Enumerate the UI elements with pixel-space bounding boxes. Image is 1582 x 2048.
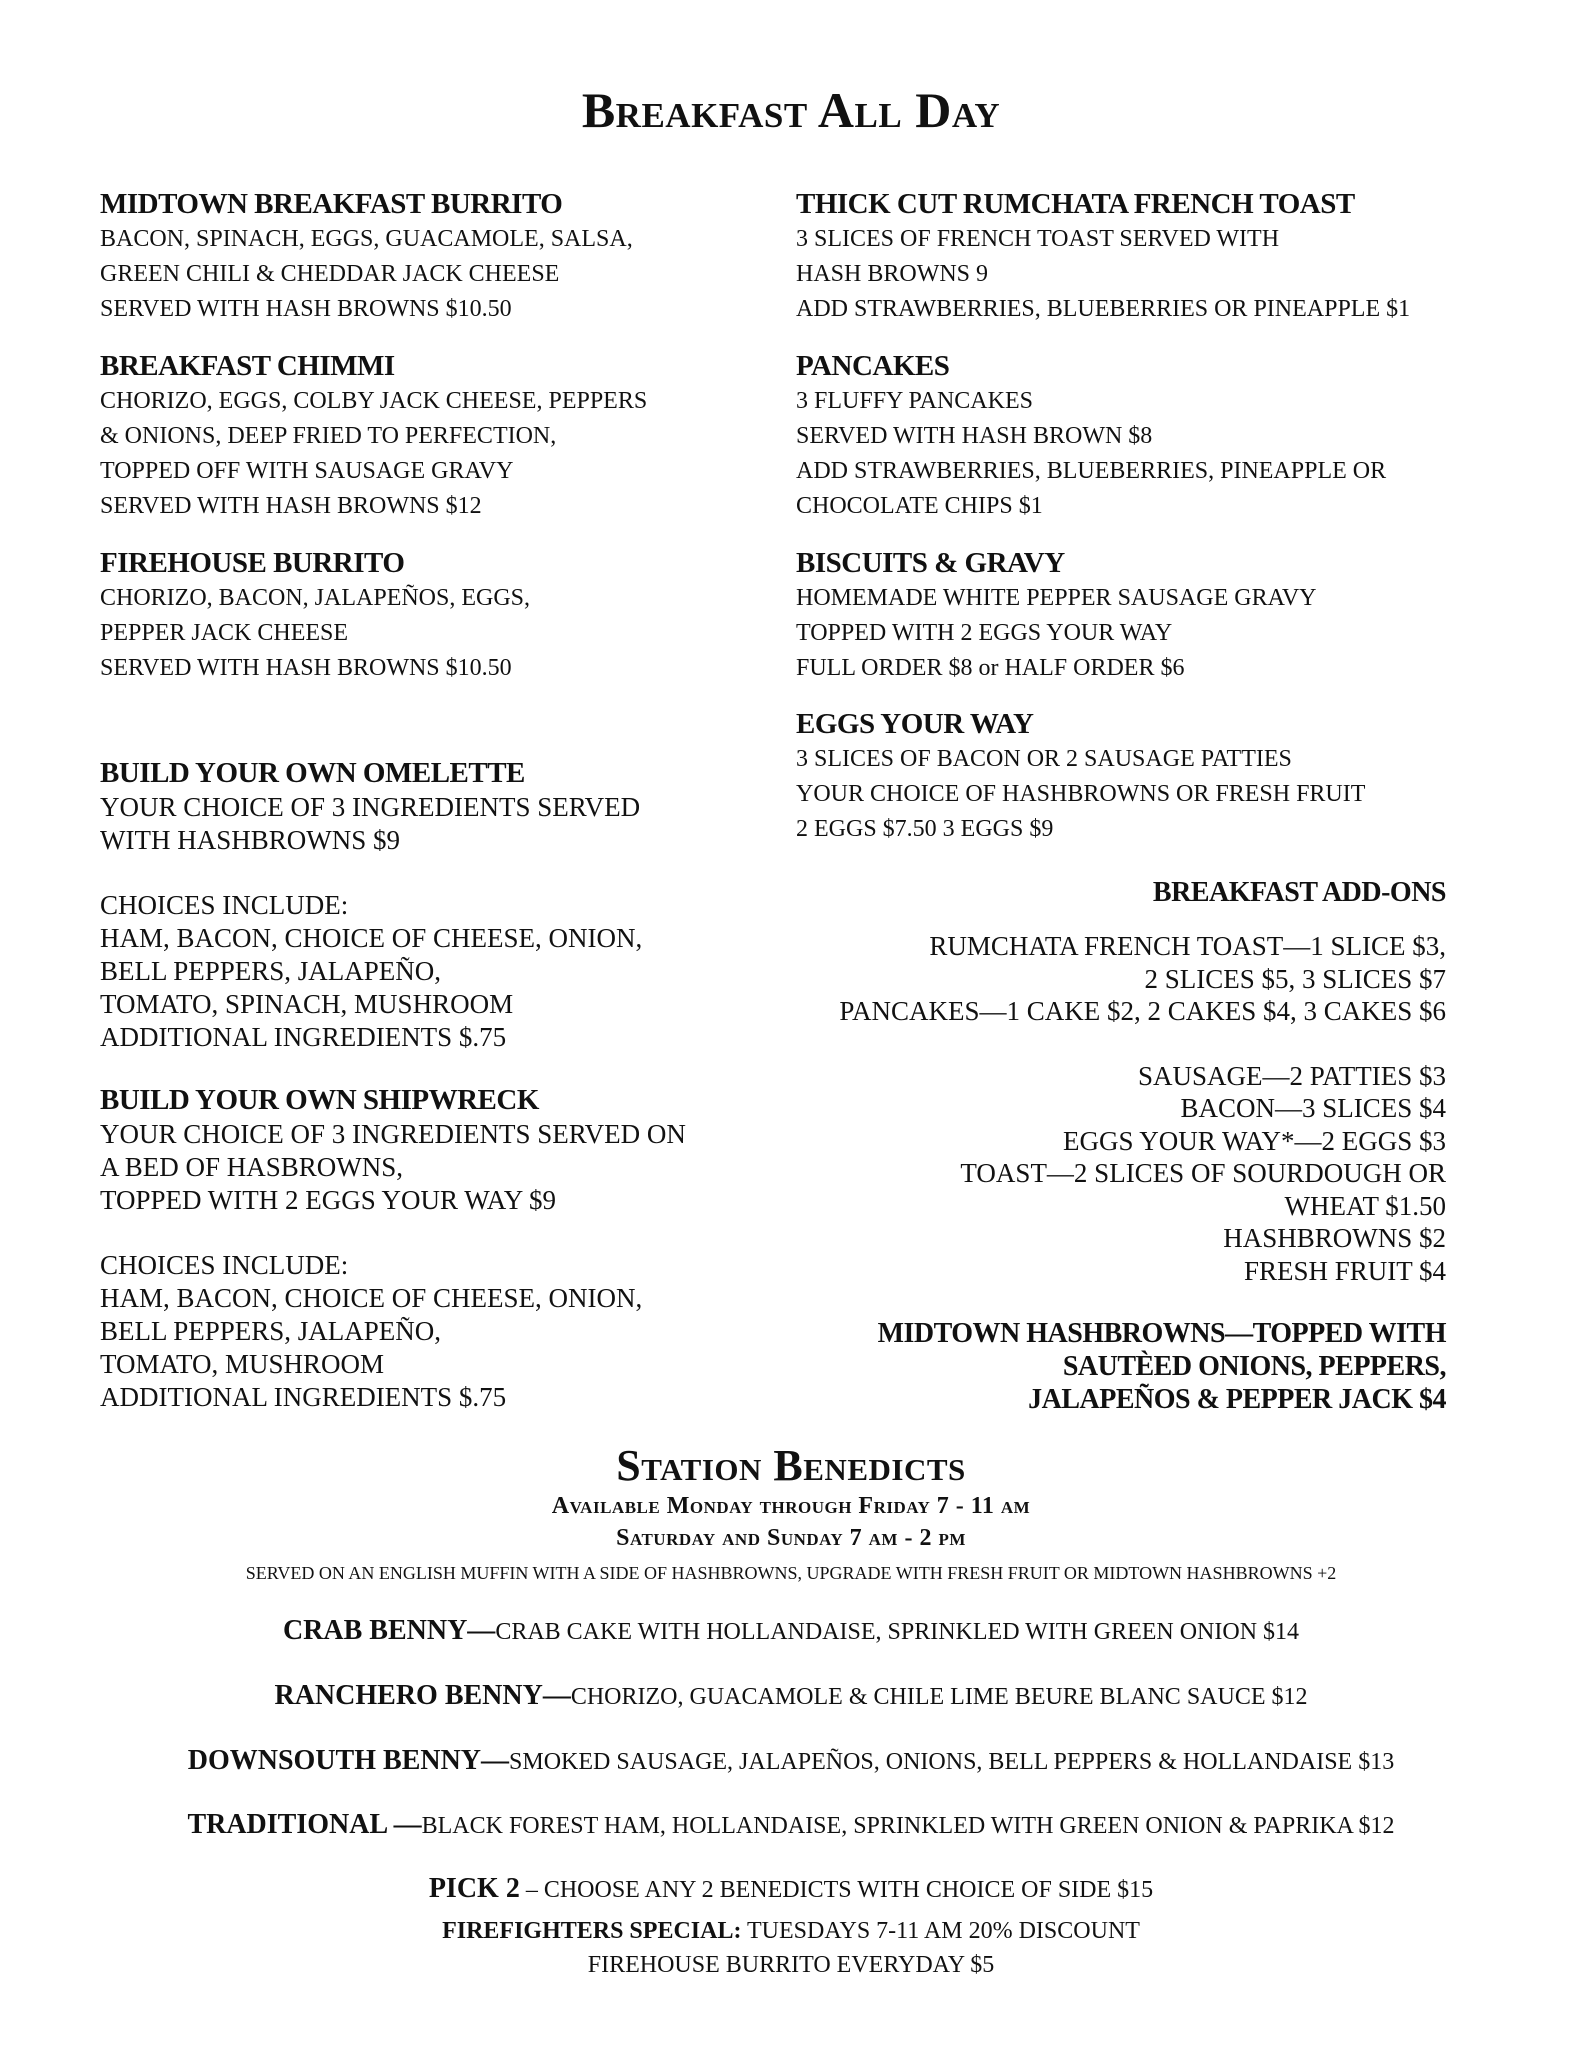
item-desc: & ONIONS, DEEP FRIED TO PERFECTION,: [100, 423, 557, 449]
addon-line: RUMCHATA FRENCH TOAST—1 SLICE $3,: [929, 931, 1446, 961]
benedict-item: [0, 1744, 1582, 1779]
item-desc: ADD STRAWBERRIES, BLUEBERRIES, PINEAPPLE OR: [796, 458, 1387, 484]
item-desc: SERVED WITH HASH BROWNS $10.50: [100, 655, 512, 681]
menu-item-midtown-burrito: [100, 186, 740, 327]
addon-line: TOAST—2 SLICES OF SOURDOUGH OR: [960, 1158, 1446, 1188]
item-choices: CHOICES INCLUDE:: [100, 1250, 349, 1280]
item-desc: 3 SLICES OF BACON OR 2 SAUSAGE PATTIES: [796, 746, 1292, 772]
item-desc: TOPPED OFF WITH SAUSAGE GRAVY: [100, 458, 514, 484]
item-desc: YOUR CHOICE OF 3 INGREDIENTS SERVED: [100, 792, 641, 822]
addon-line: PANCAKES—1 CAKE $2, 2 CAKES $4, 3 CAKES $6: [839, 996, 1446, 1026]
addon-line: 2 SLICES $5, 3 SLICES $7: [1144, 963, 1446, 994]
item-desc: ADD STRAWBERRIES, BLUEBERRIES OR PINEAPPLE $1: [796, 296, 1411, 322]
item-desc: BACON, SPINACH, EGGS, GUACAMOLE, SALSA,: [100, 226, 633, 252]
item-desc: TOPPED WITH 2 EGGS YOUR WAY $9: [100, 1185, 557, 1215]
item-choices: TOMATO, SPINACH, MUSHROOM: [100, 989, 514, 1019]
item-desc: HOMEMADE WHITE PEPPER SAUSAGE GRAVY: [796, 585, 1317, 611]
firefighters-text: TUESDAYS 7-11 AM 20% DISCOUNT: [741, 1918, 1140, 1944]
benedict-desc: BLACK FOREST HAM, HOLLANDAISE, SPRINKLED WITH GREEN ONION & PAPRIKA $12: [421, 1813, 1395, 1839]
item-desc: 3 SLICES OF FRENCH TOAST SERVED WITH: [796, 226, 1280, 252]
menu-item-french-toast: [796, 186, 1496, 327]
item-desc: A BED OF HASBROWNS,: [100, 1152, 404, 1182]
item-desc: YOUR CHOICE OF HASHBROWNS OR FRESH FRUIT: [796, 781, 1366, 807]
benedicts-title: Station Benedicts: [616, 1441, 966, 1490]
addon-line: SAUSAGE—2 PATTIES $3: [1137, 1060, 1446, 1091]
benedict-name: RANCHERO BENNY—: [274, 1680, 571, 1711]
item-choices: ADDITIONAL INGREDIENTS $.75: [100, 1382, 507, 1412]
item-name: BUILD YOUR OWN SHIPWRECK: [100, 1084, 539, 1116]
item-desc: YOUR CHOICE OF 3 INGREDIENTS SERVED ON: [100, 1119, 686, 1149]
benedict-item: [0, 1808, 1582, 1843]
item-choices: BELL PEPPERS, JALAPEÑO,: [100, 1316, 442, 1346]
item-desc: FULL ORDER $8 or HALF ORDER $6: [796, 655, 1185, 681]
menu-item-eggs-your-way: [796, 706, 1496, 847]
addon-line: HASHBROWNS $2: [1223, 1223, 1446, 1253]
item-name: MIDTOWN BREAKFAST BURRITO: [100, 188, 563, 220]
pick-two-desc: – CHOOSE ANY 2 BENEDICTS WITH CHOICE OF SIDE $15: [519, 1877, 1154, 1903]
firehouse-burrito-everyday: FIREHOUSE BURRITO EVERYDAY $5: [587, 1952, 995, 1978]
item-desc: WITH HASHBROWNS $9: [100, 825, 400, 855]
midtown-hashbrowns-special: JALAPEÑOS & PEPPER JACK $4: [1028, 1384, 1446, 1415]
item-desc: CHOCOLATE CHIPS $1: [796, 493, 1043, 519]
benedict-name: CRAB BENNY—: [282, 1615, 496, 1646]
pick-two-name: PICK 2: [428, 1873, 520, 1904]
item-desc: PEPPER JACK CHEESE: [100, 620, 349, 646]
item-desc: SERVED WITH HASH BROWNS $10.50: [100, 296, 512, 322]
item-choices: CHOICES INCLUDE:: [100, 890, 349, 920]
item-name: BREAKFAST CHIMMI: [100, 350, 395, 382]
item-desc: CHORIZO, EGGS, COLBY JACK CHEESE, PEPPERS: [100, 388, 648, 414]
item-choices: HAM, BACON, CHOICE OF CHEESE, ONION,: [100, 923, 643, 953]
item-name: BUILD YOUR OWN OMELETTE: [100, 757, 525, 789]
addon-line: WHEAT $1.50: [1284, 1190, 1446, 1221]
midtown-hashbrowns-special: SAUTÈED ONIONS, PEPPERS,: [1062, 1351, 1446, 1382]
addon-line: FRESH FRUIT $4: [1243, 1255, 1446, 1286]
item-desc: SERVED WITH HASH BROWN $8: [796, 423, 1153, 449]
benedict-name: DOWNSOUTH BENNY—: [187, 1745, 510, 1776]
item-choices: HAM, BACON, CHOICE OF CHEESE, ONION,: [100, 1283, 643, 1313]
benedict-item: [0, 1679, 1582, 1714]
item-desc: TOPPED WITH 2 EGGS YOUR WAY: [796, 620, 1173, 646]
item-desc: CHORIZO, BACON, JALAPEÑOS, EGGS,: [100, 585, 531, 611]
item-name: BISCUITS & GRAVY: [796, 547, 1065, 579]
item-desc: 3 FLUFFY PANCAKES: [796, 388, 1033, 414]
item-choices: TOMATO, MUSHROOM: [100, 1349, 385, 1379]
item-desc: SERVED WITH HASH BROWNS $12: [100, 493, 482, 519]
menu-item-pancakes: [796, 348, 1496, 524]
breakfast-addons: [796, 876, 1446, 1416]
item-name: EGGS YOUR WAY: [796, 708, 1034, 740]
menu-item-build-omelette: [100, 755, 740, 1054]
menu-item-firehouse-burrito: [100, 545, 740, 686]
addon-line: BACON—3 SLICES $4: [1180, 1093, 1446, 1123]
benedicts-availability-weekday: Available Monday through Friday 7 - 11 am: [551, 1493, 1031, 1519]
item-desc: 2 EGGS $7.50 3 EGGS $9: [796, 816, 1054, 842]
benedicts-availability-weekend: Saturday and Sunday 7 am - 2 pm: [616, 1525, 966, 1551]
item-choices: BELL PEPPERS, JALAPEÑO,: [100, 956, 442, 986]
item-name: THICK CUT RUMCHATA FRENCH TOAST: [796, 188, 1355, 220]
menu-item-biscuits-gravy: [796, 545, 1496, 686]
firefighters-special: [0, 1914, 1582, 1948]
benedicts-served-note: SERVED ON AN ENGLISH MUFFIN WITH A SIDE OF HASHBROWNS, UPGRADE WITH FRESH FRUIT OR MIDTOWN HASHBROWNS +2: [245, 1563, 1337, 1583]
benedict-name: TRADITIONAL —: [187, 1809, 422, 1840]
firefighters-label: FIREFIGHTERS SPECIAL:: [442, 1918, 742, 1944]
addons-heading: BREAKFAST ADD-ONS: [1152, 877, 1446, 908]
item-name: PANCAKES: [796, 350, 950, 382]
item-choices: ADDITIONAL INGREDIENTS $.75: [100, 1022, 507, 1052]
menu-item-build-shipwreck: [100, 1082, 740, 1414]
item-desc: HASH BROWNS 9: [796, 261, 989, 287]
benedict-desc: SMOKED SAUSAGE, JALAPEÑOS, ONIONS, BELL PEPPERS & HOLLANDAISE $13: [509, 1749, 1395, 1775]
benedict-item: [0, 1614, 1582, 1649]
item-desc: GREEN CHILI & CHEDDAR JACK CHEESE: [100, 261, 560, 287]
benedict-desc: CRAB CAKE WITH HOLLANDAISE, SPRINKLED WITH GREEN ONION $14: [495, 1619, 1300, 1645]
midtown-hashbrowns-special: MIDTOWN HASHBROWNS—TOPPED WITH: [877, 1318, 1446, 1349]
addon-line: EGGS YOUR WAY*—2 EGGS $3: [1062, 1125, 1446, 1156]
benedict-desc: CHORIZO, GUACAMOLE & CHILE LIME BEURE BLANC SAUCE $12: [570, 1684, 1308, 1710]
pick-two-offer: [0, 1872, 1582, 1907]
item-name: FIREHOUSE BURRITO: [100, 547, 405, 579]
menu-item-breakfast-chimmi: [100, 348, 740, 524]
page-title: Breakfast All Day: [581, 82, 1001, 138]
